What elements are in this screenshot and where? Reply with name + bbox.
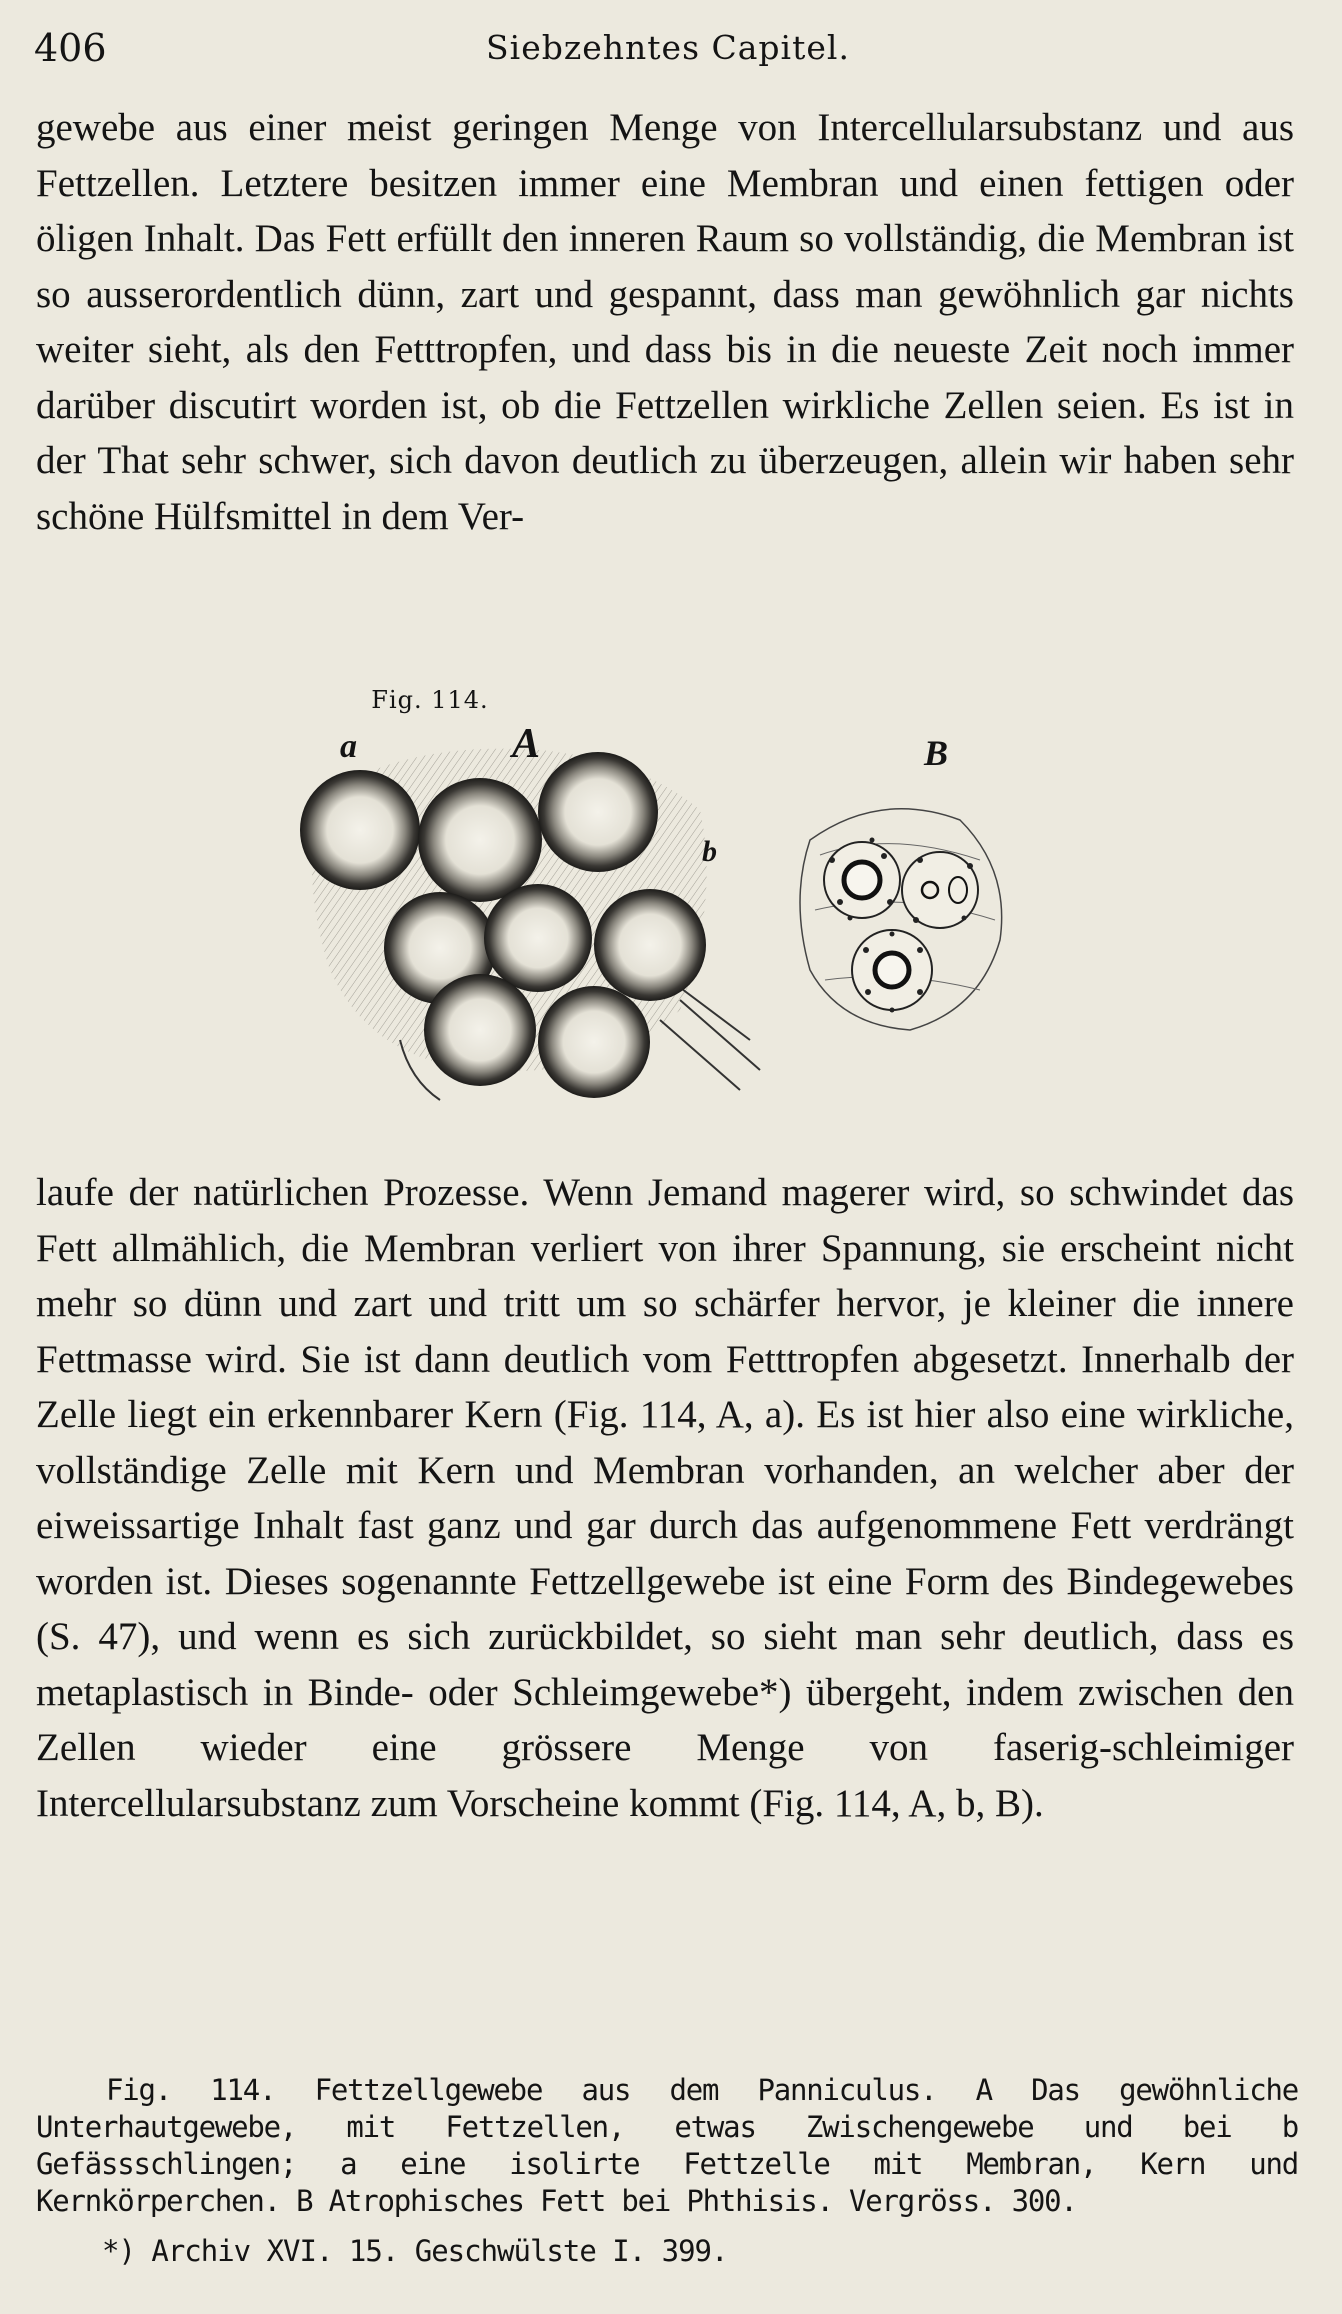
caption-text: Fig. 114. Fettzellgewebe aus dem Panniculus. A Das gewöhnliche Unterhautgewebe, mit Fettzellen, etwas Zwischengewebe und bei b Gefässschlingen; a eine isolirte Fettzelle mit Membran, Kern und Kernkörperchen. B Atrophisches Fett bei Phthisis. Vergröss. 300. <box>36 2073 1298 2218</box>
fat-cell <box>484 884 592 992</box>
fat-cell <box>418 778 542 902</box>
footnote: *) Archiv XVI. 15. Geschwülste I. 399. <box>102 2234 728 2268</box>
figure-label: Fig. 114. <box>371 686 489 714</box>
body-paragraph-1 <box>36 100 1294 544</box>
fat-cell <box>300 770 420 890</box>
paragraph-text: gewebe aus einer meist geringen Menge von Intercellularsubstanz und aus Fettzellen. Letztere besitzen immer eine Membran und einen fettigen oder öligen Inhalt. Das Fett erfüllt den inneren Raum so vollständig, die Membran ist so ausserordentlich dünn, zart und gespannt, dass man gewöhnlich gar nichts weiter sieht, als den Fetttropfen, und dass bis in die neueste Zeit noch immer darüber discutirt worden ist, ob die Fettzellen wirkliche Zellen seien. Es ist in der That sehr schwer, sich davon deutlich zu überzeugen, allein wir haben sehr schöne Hülfsmittel in dem Ver- <box>36 106 1294 538</box>
figure-letter-B: B <box>924 733 949 773</box>
figure-letter-A: A <box>512 721 541 767</box>
fat-cell <box>594 889 706 1001</box>
figure-b-atrophic-fat <box>800 809 1002 1030</box>
figure-letter-a: a <box>340 728 357 765</box>
page-header <box>34 18 1302 78</box>
paragraph-text: laufe der natürlichen Prozesse. Wenn Jemand magerer wird, so schwindet das Fett allmählich, die Membran verliert von ihrer Spannung, sie erscheint nicht mehr so dünn und zart und tritt um so schärfer hervor, je kleiner die innere Fettmasse wird. Sie ist dann deutlich vom Fetttropfen abgesetzt. Innerhalb der Zelle liegt ein erkennbarer Kern (Fig. 114, A, a). Es ist hier also eine wirkliche, vollständige Zelle mit Kern und Membran vorhanden, an welcher aber der eiweissartige Inhalt fast ganz und gar durch das aufgenommene Fett verdrängt worden ist. Dieses sogenannte Fettzellgewebe ist eine Form des Bindegewebes (S. 47), und wenn es sich zurückbildet, so sieht man sehr deutlich, dass es metaplastisch in Binde- oder Schleimgewebe*) übergeht, indem zwischen den Zellen wieder eine grössere Menge von faserig-schleimiger Intercellularsubstanz zum Vorscheine kommt (Fig. 114, A, b, B). <box>36 1171 1294 1825</box>
figure-letter-b: b <box>702 835 717 868</box>
figure-caption <box>36 2072 1298 2220</box>
page-number: 406 <box>34 26 107 70</box>
running-title: Siebzehntes Capitel. <box>486 28 850 67</box>
fat-cell <box>538 752 658 872</box>
fat-cell <box>424 974 536 1086</box>
fat-cell <box>538 986 650 1098</box>
body-paragraph-2 <box>36 1165 1294 1831</box>
